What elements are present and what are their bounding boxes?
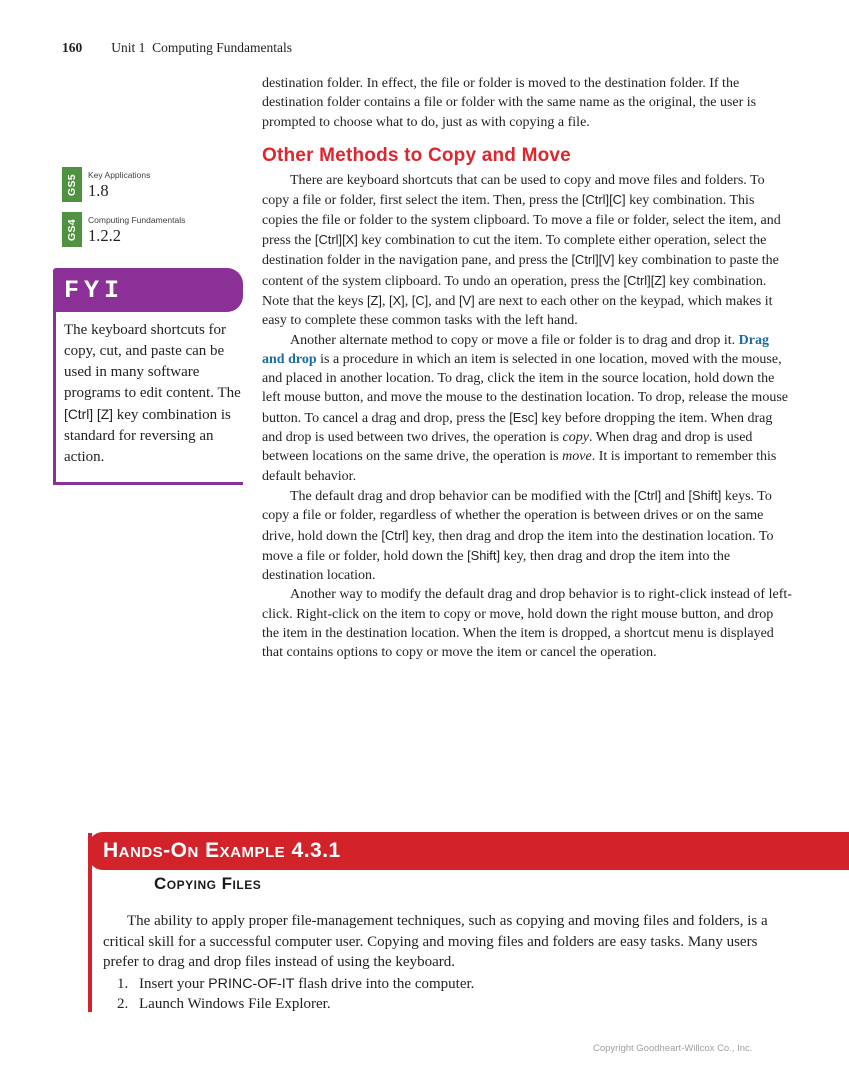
fyi-header	[53, 268, 243, 312]
unit-title: Unit 1 Computing Fundamentals	[111, 40, 292, 55]
body-paragraph-continued: destination folder. In effect, the file or folder is moved to the destination folder. If the destination folder contains a file or folder with the same name as the original, the user is prompted to choose what to do, just as with copying a file.	[262, 76, 757, 130]
standard-meta	[88, 212, 185, 247]
step-text: Launch Windows File Explorer.	[139, 996, 331, 1012]
hands-on-body	[103, 911, 795, 1015]
step-item	[117, 974, 795, 995]
standard-category: Computing Fundamentals	[88, 215, 186, 225]
fyi-text: The keyboard shortcuts for copy, cut, and paste can be used in many software programs to edit content. The [Ctrl] [Z] key combination is standard for reversing an action.	[53, 312, 243, 485]
step-number: 2.	[117, 996, 129, 1012]
hands-on-intro: The ability to apply proper file-management techniques, such as copying and moving files and folders, is a critical skill for a successful computer user. Copying and moving files and folders are easy tasks. Many users prefer to drag and drop files instead of using the keyboard.	[103, 913, 768, 970]
page-number: 160	[62, 40, 83, 55]
standard-ref	[62, 167, 252, 202]
main-text-column	[262, 74, 793, 663]
step-item	[117, 994, 795, 1015]
standard-category: Key Applications	[88, 170, 151, 180]
body-paragraph: Another alternate method to copy or move a file or folder is to drag and drop it. Drag and drop is a procedure in which an item is selected in one location, moved with the mouse, and placed in another location. To drag, click the item in the source location, hold down the left mouse button, and move the mouse to the destination location. To drop, release the mouse button. To cancel a drag and drop, press the [Esc] key before dropping the item. When drag and drop is used between two drives, the operation is copy. When drag and drop is used between locations on the same drive, the operation is move. It is important to remember this default behavior.	[262, 332, 788, 484]
step-text: Insert your PRINC-OF-IT flash drive into the computer.	[139, 975, 475, 992]
fyi-title: FYI	[64, 275, 125, 305]
running-head	[62, 40, 292, 56]
gs5-badge	[62, 167, 82, 202]
gs4-badge-label: GS4	[66, 218, 79, 241]
standard-ref	[62, 212, 252, 247]
body-paragraph: Another way to modify the default drag and drop behavior is to right-click instead of left-click. Right-click on the item to copy or move, hold down the right mouse button, and drop the item in the destination location. When the item is dropped, a shortcut menu is displayed that contains options to copy or move the item or cancel the operation.	[262, 587, 792, 661]
hands-on-steps	[103, 974, 795, 1015]
standard-code: 1.8	[88, 181, 109, 200]
gs5-badge-label: GS5	[66, 173, 79, 196]
step-number: 1.	[117, 975, 129, 992]
body-paragraph: There are keyboard shortcuts that can be used to copy and move files and folders. To copy a file or folder, first select the item. Then, press the [Ctrl][C] key combination. This copies the file or folder to the system clipboard. To move a file or folder, select the item, and press the [Ctrl][X] key combination to cut the item. To complete either operation, select the destination folder in the navigation pane, and press the [Ctrl][V] key combination to paste the content of the system clipboard. To undo an operation, press the [Ctrl][Z] key combination. Note that the keys [Z], [X], [C], and [V] are next to each other on the keypad, which makes it easy to complete these common tasks with the left hand.	[262, 173, 781, 329]
standard-meta	[88, 167, 150, 202]
fyi-box	[53, 268, 243, 485]
copyright-notice: Copyright Goodheart-Willcox Co., Inc.	[593, 1043, 753, 1054]
standards-sidebar	[62, 167, 252, 257]
hands-on-banner	[88, 832, 849, 870]
section-heading: Other Methods to Copy and Move	[262, 144, 571, 166]
hands-on-subtitle: Copying Files	[154, 874, 262, 893]
gs4-badge	[62, 212, 82, 247]
standard-code: 1.2.2	[88, 226, 121, 245]
hands-on-title: Hands-On Example 4.3.1	[103, 839, 341, 862]
body-paragraph: The default drag and drop behavior can be modified with the [Ctrl] and [Shift] keys. To copy a file or folder, regardless of whether the operation is between drives or on the same drive, hold down the [Ctrl] key, then drag and drop the item into the destination location. To move a file or folder, hold down the [Shift] key, then drag and drop the item into the destination location.	[262, 487, 774, 584]
